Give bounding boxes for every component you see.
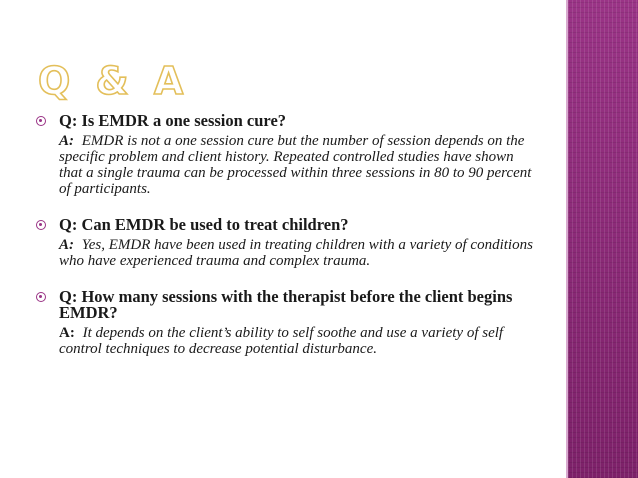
- answer-text: Yes, EMDR have been used in treating children with a variety of conditions who have experienced trauma and complex trauma.: [59, 237, 533, 269]
- qa-item-1: [36, 113, 536, 197]
- bullet-circle-icon: [36, 220, 46, 230]
- answer-text: It depends on the client’s ability to self soothe and use a variety of self control techniques to decrease potential disturbance.: [59, 325, 504, 357]
- bullet-circle-icon: [36, 116, 46, 126]
- answer-label: A:: [59, 325, 75, 341]
- question-text: Q: Can EMDR be used to treat children?: [59, 215, 349, 234]
- answer-block: [59, 133, 536, 197]
- qa-item-2: [36, 217, 536, 269]
- qa-item-3: [36, 289, 536, 357]
- question-text: Q: How many sessions with the therapist before the client begins EMDR?: [59, 287, 513, 322]
- answer-text: EMDR is not a one session cure but the number of session depends on the specific problem and client history. Repeated controlled studies have shown that a single trauma can be processed within three sessions in 80 to 90 percent of participants.: [59, 133, 532, 197]
- answer-block: [59, 237, 536, 269]
- slide-title: Q & A: [38, 59, 190, 103]
- answer-block: [59, 325, 536, 357]
- question-text: Q: Is EMDR a one session cure?: [59, 111, 287, 130]
- bullet-circle-icon: [36, 292, 46, 302]
- answer-label: A:: [59, 237, 74, 253]
- answer-label: A:: [59, 133, 74, 149]
- decorative-sidebar: [568, 0, 638, 478]
- qa-list: [36, 113, 536, 357]
